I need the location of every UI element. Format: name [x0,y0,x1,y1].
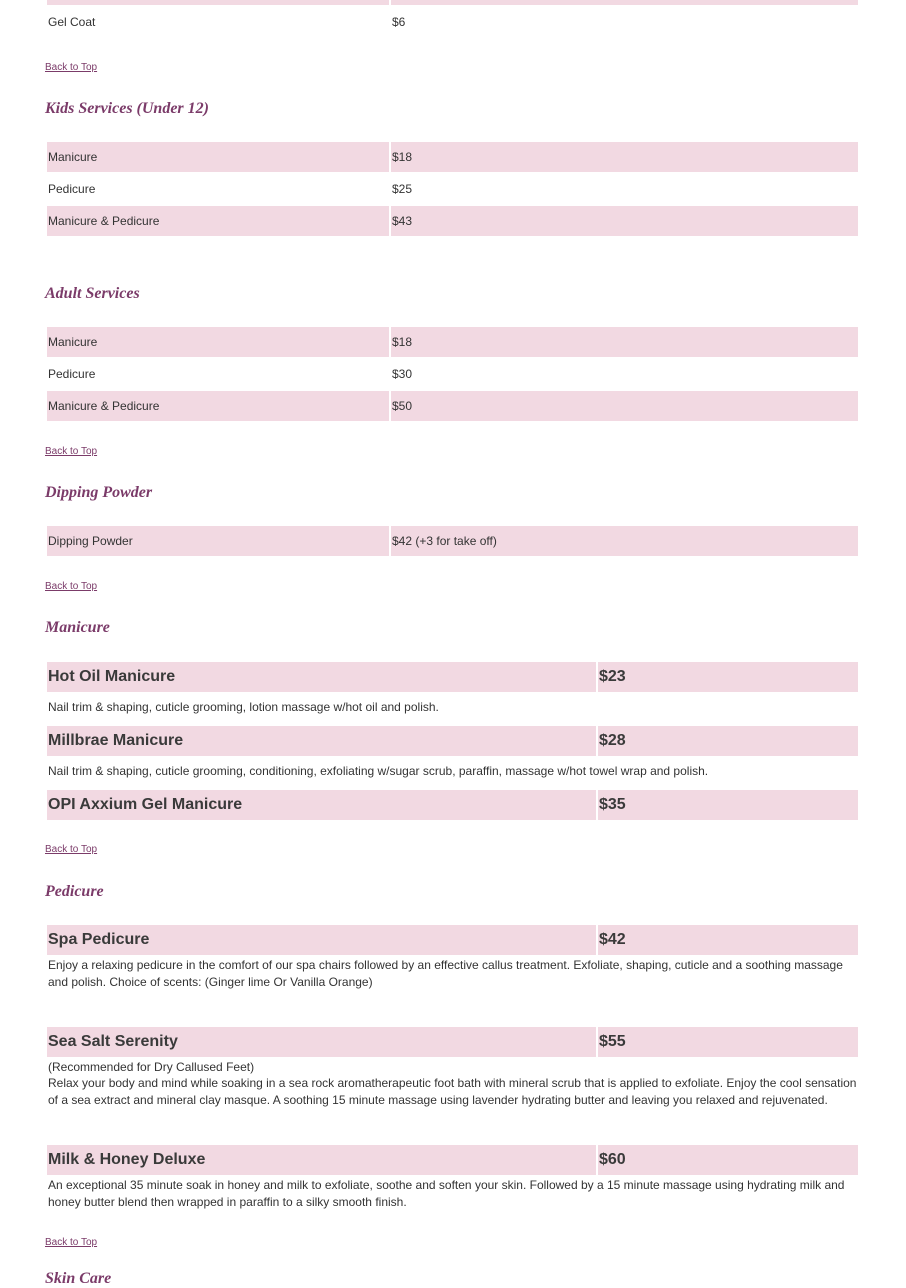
service-price: $23 [598,662,858,692]
service-price: $42 [598,925,858,955]
service-name: Milk & Honey Deluxe [47,1145,596,1175]
service-name: Millbrae Manicure [47,726,596,756]
service-price: $18 [391,142,858,172]
back-to-top-link[interactable]: Back to Top [45,844,98,855]
service-name: Pedicure [48,367,96,381]
back-to-top-link[interactable]: Back to Top [45,581,98,592]
service-name: Manicure & Pedicure [47,206,389,236]
service-description: Nail trim & shaping, cuticle grooming, conditioning, exfoliating w/sugar scrub, paraffin, massage w/hot towel wrap and polish. [48,764,709,778]
service-price: $30 [392,367,413,381]
service-description: An exceptional 35 minute soak in honey and milk to exfoliate, soothe and soften your skin. Followed by a 15 minute massage using hydrating milk and honey butter blend then wrapped in paraffin to a silky smooth finish. [48,1178,845,1209]
service-description: Enjoy a relaxing pedicure in the comfort of our spa chairs followed by an effective callus treatment. Exfoliate, shaping, cuticle and a soothing massage and polish. Choice of scents: (Ginger lime Or Vanilla Orange) [48,958,843,989]
service-price: $55 [598,1027,858,1057]
table-row-edge [47,0,389,5]
service-note: (Recommended for Dry Callused Feet) [48,1060,255,1074]
section-heading-adult: Adult Services [45,285,140,302]
service-price: $35 [598,790,858,820]
section-heading-manicure: Manicure [45,619,110,636]
service-name: Dipping Powder [47,526,389,556]
service-name: Manicure [47,327,389,357]
service-name: Pedicure [48,182,96,196]
service-name: Manicure [47,142,389,172]
service-description: Relax your body and mind while soaking in a sea rock aromatherapeutic foot bath with mineral scrub that is applied to exfoliate. Enjoy the cool sensation of a sea extract and mineral clay masque. A soothing 15 minute massage using lavender hydrating butter and leaving you relaxed and rejuvenated. [48,1076,857,1107]
service-price: $28 [598,726,858,756]
section-heading-dipping: Dipping Powder [45,484,153,501]
service-name: Hot Oil Manicure [47,662,596,692]
service-name: Spa Pedicure [47,925,596,955]
service-price: $50 [391,391,858,421]
service-price: $43 [391,206,858,236]
service-name: Manicure & Pedicure [47,391,389,421]
section-heading-kids: Kids Services (Under 12) [45,100,209,117]
service-name: Sea Salt Serenity [47,1027,596,1057]
table-row-edge [391,0,858,5]
service-price: $6 [392,15,406,29]
section-heading-skin-care: Skin Care [45,1270,112,1287]
back-to-top-link[interactable]: Back to Top [45,446,98,457]
service-price: $42 (+3 for take off) [391,526,858,556]
service-description: Nail trim & shaping, cuticle grooming, lotion massage w/hot oil and polish. [48,700,439,714]
back-to-top-link[interactable]: Back to Top [45,1237,98,1248]
service-name: Gel Coat [48,15,96,29]
service-price: $18 [391,327,858,357]
back-to-top-link[interactable]: Back to Top [45,62,98,73]
section-heading-pedicure: Pedicure [45,883,104,900]
service-name: OPI Axxium Gel Manicure [47,790,596,820]
service-price: $60 [598,1145,858,1175]
service-price: $25 [392,182,413,196]
